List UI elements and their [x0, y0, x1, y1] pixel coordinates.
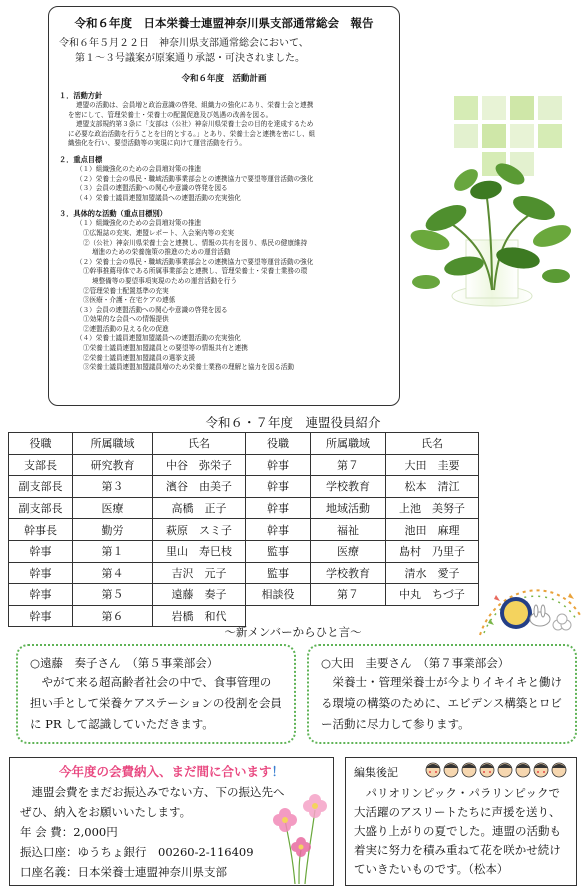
table-cell: 幹事 [9, 584, 73, 606]
table-row [9, 562, 479, 584]
table-cell: 第３ [73, 476, 153, 498]
header-cell: 氏名 [386, 433, 479, 455]
plan-section-line: （１）組織強化のための会員増対策の推進 [76, 219, 202, 228]
table-cell: 第７ [311, 584, 386, 606]
officers-body [9, 454, 479, 627]
dues-title-text: 今年度の会費納入、まだ間に合います [58, 764, 272, 779]
plan-section-line: を密にして、管理栄養士・栄養士の配置促進及び処遇の改善を図る。 [68, 110, 273, 119]
report-line-2: 第１～３号議案が原案通り承認・可決されました。 [75, 53, 305, 64]
header-cell: 氏名 [153, 433, 246, 455]
plan-section-line: 増進のための栄養施策の推進のための運営活動 [92, 248, 231, 257]
table-cell: 第６ [73, 605, 153, 627]
table-row [9, 540, 479, 562]
dues-title [20, 762, 323, 782]
report-line-1: 令和６年５月２２日 神奈川県支部通常総会において、 [59, 38, 309, 49]
table-cell: 研究教育 [73, 454, 153, 476]
table-cell: 学校教育 [311, 476, 386, 498]
plan-section-line: ②管理栄養士配置基準の充実 [83, 286, 169, 295]
table-cell: 副支部長 [9, 476, 73, 498]
dues-fee: 年 会 費：2,000円 [20, 825, 118, 839]
table-cell: 勤労 [73, 519, 153, 541]
table-cell: 幹事長 [9, 519, 73, 541]
table-cell: 遠藤 奏子 [153, 584, 246, 606]
table-cell: 幹事 [246, 476, 311, 498]
message-body: やがて来る超高齢者社会の中で、食事管理の担い手として栄養ケアステーションの役割を会員に PR して認識していただきます。 [30, 675, 282, 731]
plan-section-heading: １．活動方針 [59, 91, 103, 100]
exclamation-icon: ！ [271, 764, 285, 779]
table-cell: 濱谷 由美子 [153, 476, 246, 498]
new-member-message-endo [16, 644, 296, 744]
plan-section-line: 境整備等の要望事項実現のための運営活動を行う [92, 276, 238, 285]
dues-account-name: 口座名義：日本栄養士連盟神奈川県支部 [20, 865, 227, 879]
table-cell: 相談役 [246, 584, 311, 606]
table-cell: 高橋 正子 [153, 497, 246, 519]
plan-section-line: （３）会員の連盟活動への関心や意識の啓発を図る [76, 305, 228, 314]
plan-title: 令和６年度 活動計画 [181, 74, 267, 84]
plan-section-line: ②連盟活動の見える化の促進 [83, 324, 169, 333]
plan-section-line: （４）栄養士議員連盟加盟議員への連盟活動の充実強化 [76, 193, 241, 202]
children-illustration [423, 760, 573, 780]
table-cell: 岩橋 和代 [153, 605, 246, 627]
plan-section-line: （１）組織強化のための会員増対策の推進 [76, 164, 202, 173]
plan-section-line: （３）会員の連盟活動への関心や意識の啓発を図る [76, 184, 228, 193]
message-head: ○大田 圭要さん （第７事業部会） [321, 656, 510, 670]
table-cell: 監事 [246, 562, 311, 584]
table-cell: 幹事 [9, 540, 73, 562]
plan-sections [59, 91, 389, 373]
table-cell: 島村 乃里子 [386, 540, 479, 562]
plan-section-line: ②栄養士議員連盟加盟議員の選挙支援 [83, 353, 196, 362]
table-row [9, 476, 479, 498]
table-row [9, 584, 479, 606]
report-title: 令和６年度 日本栄養士連盟神奈川県支部通常総会 報告 [74, 16, 374, 30]
table-cell: 池田 麻理 [386, 519, 479, 541]
dues-account: 振込口座：ゆうちょ銀行 00260-2-116409 [20, 845, 254, 859]
table-cell: 松本 清江 [386, 476, 479, 498]
officers-title: 令和６・７年度 連盟役員紹介 [205, 415, 381, 430]
plan-section-line: 連盟の活動は、会員増と政治意識の啓発、組織力の強化にあり、栄養士会と連携 [76, 101, 314, 109]
table-cell: 支部長 [9, 454, 73, 476]
message-body: 栄養士・管理栄養士が今よりイキイキと働ける環境の構築のために、エビデンス構築とロビー活動に尽力して参ります。 [321, 675, 563, 731]
message-head: ○遠藤 奏子さん （第５事業部会） [30, 656, 219, 670]
table-cell: 第１ [73, 540, 153, 562]
header-cell: 所属職域 [311, 433, 386, 455]
table-cell: 監事 [246, 540, 311, 562]
header-cell: 役職 [9, 433, 73, 455]
table-cell: 中谷 弥栄子 [153, 454, 246, 476]
table-cell: 第４ [73, 562, 153, 584]
plan-section-line: 織強化を行い、要望活動等の実現に向けて運営活動を行う。 [68, 139, 247, 148]
table-cell: 幹事 [246, 454, 311, 476]
dues-box [9, 757, 334, 886]
plan-section-heading: ３．具体的な活動（重点目標別） [59, 209, 167, 219]
table-cell: 里山 寿巳枝 [153, 540, 246, 562]
dues-line-2: ぜひ、納入をお願いいたします。 [20, 805, 192, 819]
editor-note-title: 編集後記 [354, 766, 398, 779]
plan-section-line: （４）栄養士議員連盟加盟議員への連盟活動の充実強化 [76, 334, 241, 343]
plan-section-line: （２）栄養士会の県民・職域活動事業部会との連携協力で要望等運営活動の強化 [76, 174, 314, 183]
table-cell: 幹事 [246, 497, 311, 519]
table-cell: 第５ [73, 584, 153, 606]
table-cell: 地域活動 [311, 497, 386, 519]
plan-section-line: 連盟支部規約第３条に「支部は（公社）神奈川県栄養士会の目的を達成するため [76, 120, 314, 129]
plan-section-line: ①幹事推薦母体である所属事業部会と連携し、管理栄養士・栄養士業務の環 [83, 267, 308, 276]
table-cell: 上池 美努子 [386, 497, 479, 519]
plan-section-line: ③医療・介護・在宅ケアの連係 [83, 296, 176, 305]
table-cell: 清水 愛子 [386, 562, 479, 584]
table-cell: 中丸 ちづ子 [386, 584, 479, 606]
table-cell: 医療 [73, 497, 153, 519]
table-row [9, 454, 479, 476]
plan-section-line: ①広報誌の充実、連盟レポート、入会案内等の充実 [83, 228, 235, 237]
plan-section-line: ①効果的な会員への情報提供 [83, 315, 169, 324]
plan-section-line: （２）栄養士会の県民・職域活動事業部会との連携協力で要望等運営活動の強化 [76, 257, 314, 266]
plan-section-line: ③栄養士議員連盟加盟議員増のため栄養士業務の理解と協力を図る活動 [83, 363, 294, 372]
officers-header-row [9, 433, 479, 455]
table-cell: 学校教育 [311, 562, 386, 584]
table-row [9, 497, 479, 519]
officers-table [8, 432, 479, 627]
table-cell: 副支部長 [9, 497, 73, 519]
table-cell: 大田 圭要 [386, 454, 479, 476]
plan-section-line: ②（公社）神奈川県栄養士会と連携し、情報の共有を図り、県民の健康維持 [83, 238, 308, 247]
table-cell: 萩原 スミ子 [153, 519, 246, 541]
plan-section-line: ①栄養士議員連盟加盟議員との要望等の情報共有と連携 [83, 344, 248, 353]
table-cell: 医療 [311, 540, 386, 562]
table-cell: 第７ [311, 454, 386, 476]
new-member-message-ota [307, 644, 577, 744]
new-members-title: ～新メンバーからひと言～ [224, 625, 362, 639]
plan-section-heading: ２．重点目標 [59, 154, 103, 164]
table-cell: 幹事 [9, 562, 73, 584]
table-cell: 幹事 [9, 605, 73, 627]
editor-note-body: パリオリンピック・パラリンピックで大活躍のアスリートたちに声援を送り、大盛り上がりの夏でした。連盟の活動も着実に努力を積み重ねて花を咲かせ続けていきたいものです。（松本） [354, 786, 561, 876]
report-box [48, 6, 400, 406]
table-row [9, 519, 479, 541]
header-cell: 役職 [246, 433, 311, 455]
header-cell: 所属職域 [73, 433, 153, 455]
table-cell: 幹事 [246, 519, 311, 541]
table-cell: 福祉 [311, 519, 386, 541]
herb-plant-illustration [406, 90, 580, 316]
plan-section-line: に必要な政治活動を行うことを目的とする。」とあり、栄養士会と連携を密にし、組 [68, 129, 316, 138]
table-cell: 吉沢 元子 [153, 562, 246, 584]
dues-line-1: 連盟会費をまだお振込みでない方、下の振込先へ [31, 785, 285, 799]
